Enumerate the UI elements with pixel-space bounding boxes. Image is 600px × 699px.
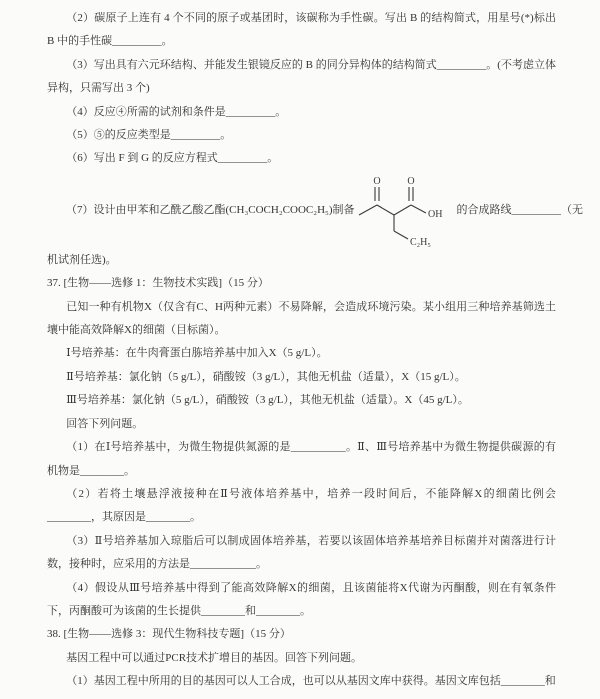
chem-question-4: （4）反应④所需的试剂和条件是_________。	[66, 105, 287, 118]
chem-question-3: （3）写出具有六元环结构、并能发生银镜反应的 B 的同分异构体的结构简式_________。(不考虑立体异构，只需写出 3 个)	[47, 58, 556, 95]
bio37-medium-2: Ⅱ号培养基：氯化钠（5 g/L），硝酸铵（3 g/L），其他无机盐（适量），X（15 g/L）。	[66, 370, 466, 383]
bio37-question-3: （3）Ⅱ号培养基加入琼脂后可以制成固体培养基，若要以该固体培养基培养目标菌并对菌落进行计数，接种时，应采用的方法是____________。	[47, 534, 556, 571]
bio38-intro: 基因工程中可以通过PCR技术扩增目的基因。回答下列问题。	[66, 651, 363, 664]
bio37-prompt: 回答下列问题。	[66, 417, 144, 430]
chem-question-2: （2）碳原子上连有 4 个不同的原子或基团时，该碳称为手性碳。写出 B 的结构简式，用星号(*)标出 B 中的手性碳_________。	[47, 12, 556, 48]
ethyl-group-label: C₂H₅	[409, 236, 431, 248]
ethyl-bond-2	[394, 231, 408, 239]
chem-question-7-text-before: （7）设计由甲苯和乙酰乙酸乙酯(CH₃COCH₂COOC₂H₅)制备	[66, 204, 355, 217]
bio37-intro: 已知一种有机物X（仅含有C、H两种元素）不易降解，会造成环境污染。某小组用三种培养基筛选土壤中能高效降解X的细菌（目标菌）。	[47, 300, 556, 337]
bio37-medium-1: Ⅰ号培养基：在牛肉膏蛋白胨培养基中加入X（5 g/L）。	[66, 347, 328, 360]
chem-question-6: （6）写出 F 到 G 的反应方程式_________。	[66, 152, 279, 165]
chem-question-7-tail: 机试剂任选)。	[47, 253, 117, 266]
c-oh-bond	[411, 205, 426, 213]
chem-question-5: （5）⑤的反应类型是_________。	[66, 129, 232, 142]
methyl-bond	[359, 205, 377, 215]
bio37-question-1: （1）在Ⅰ号培养基中，为微生物提供氮源的是__________。Ⅱ、Ⅲ号培养基中为微生物提供碳源的有机物是________。	[47, 441, 556, 477]
c1-c2-bond	[377, 205, 394, 215]
bio37-medium-3: Ⅲ号培养基：氯化钠（5 g/L），硝酸铵（3 g/L），其他无机盐（适量）。X（45 g/L）。	[66, 394, 469, 407]
c2-c3-bond	[394, 205, 411, 215]
ketone-oxygen-label: O	[372, 175, 381, 187]
chemical-structure-skeletal-formula	[356, 173, 456, 249]
acid-oxygen-label: O	[406, 175, 415, 187]
chem-question-7	[47, 173, 584, 249]
bio37-section-header: 37. [生物——选修 1：生物技术实践]（15 分）	[47, 277, 269, 290]
bio38-question-1: （1）基因工程中所用的目的基因可以人工合成，也可以从基因文库中获得。基因文库包括________和	[66, 675, 556, 688]
bio37-question-2: （2）若将土壤悬浮液接种在Ⅱ号液体培养基中，培养一段时间后，不能降解X的细菌比例会________，其原因是________。	[47, 487, 556, 524]
chem-question-7-text-after: 的合成路线_________（无	[456, 204, 584, 217]
hydroxyl-label: OH	[427, 208, 442, 220]
bio37-question-4: （4）假设从Ⅲ号培养基中得到了能高效降解X的细菌，且该菌能将X代谢为丙酮酸，则在有氧条件下，丙酮酸可为该菌的生长提供________和________。	[47, 581, 556, 617]
bio38-section-header: 38. [生物——选修 3：现代生物科技专题]（15 分）	[47, 628, 291, 641]
